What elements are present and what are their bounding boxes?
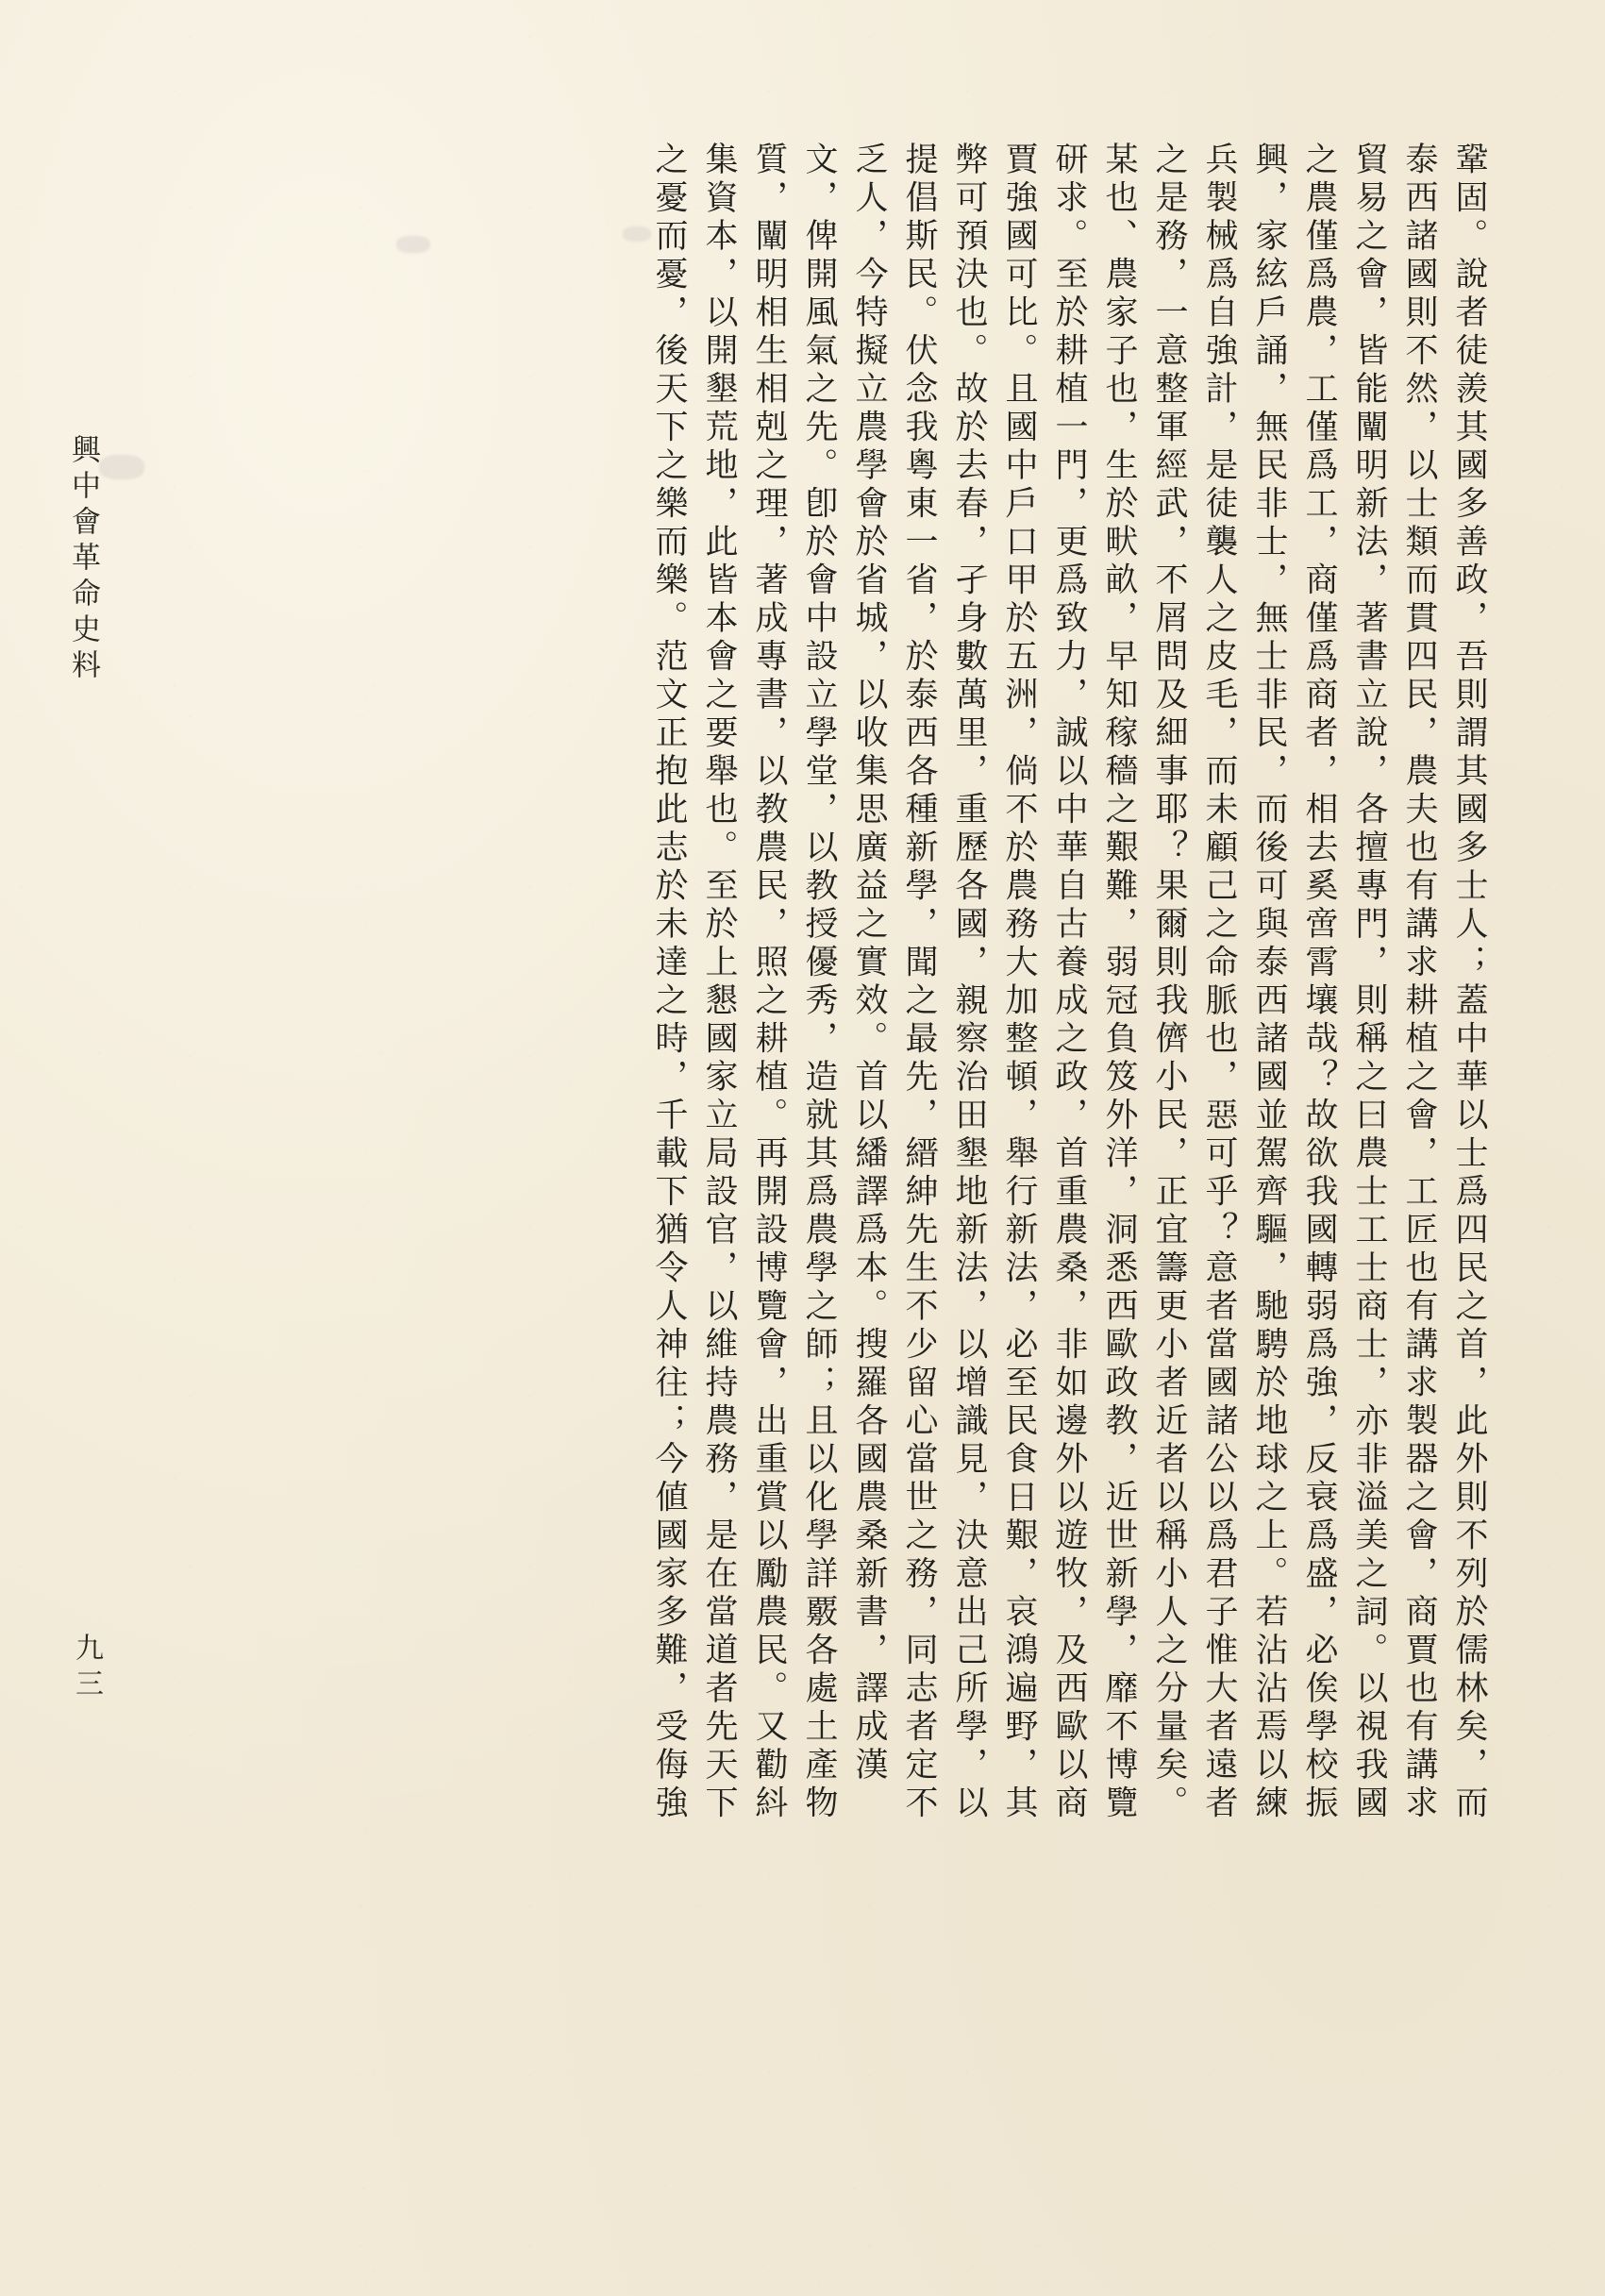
text-column: 集資本，以開墾荒地，此皆本會之要舉也。至於上懇國家立局設官，以維持農務，是在當道者先天下	[700, 142, 738, 1823]
text-column: 鞏固。說者徒羨其國多善政，吾則謂其國多士人；蓋中華以士爲四民之首，此外則不列於儒林矣，而	[1450, 142, 1488, 1823]
text-column: 兵製械爲自強計，是徒襲人之皮毛，而未顧己之命脈也，惡可乎？意者當國諸公以爲君子惟大者遠者	[1200, 142, 1238, 1823]
text-column: 之是務，一意整軍經武，不屑問及細事耶？果爾則我儕小民，正宜籌更小者近者以稱小人之分量矣。	[1150, 142, 1188, 1823]
running-head: 興中會革命史料	[66, 434, 100, 685]
text-column: 泰西諸國則不然，以士類而貫四民，農夫也有講求耕植之會，工匠也有講求製器之會，商賈也有講求	[1400, 142, 1438, 1823]
text-column: 弊可預決也。故於去春，孑身數萬里，重歷各國，親察治田墾地新法，以增識見，決意出己所學，以	[950, 142, 988, 1823]
text-column: 質，闡明相生相剋之理，著成專書，以教農民，照之耕植。再開設博覽會，出重賞以勵農民。又勸紏	[750, 142, 788, 1823]
text-column: 乏人，今特擬立農學會於省城，以收集思廣益之實效。首以繙譯爲本。搜羅各國農桑新書，譯成漢	[850, 142, 888, 1785]
page-number: 九三	[70, 1633, 103, 1704]
text-column: 提倡斯民。伏念我粵東一省，於泰西各種新學，聞之最先，縉紳先生不少留心當世之務，同志者定不	[900, 142, 938, 1823]
text-column: 之農僅爲農，工僅爲工，商僅爲商者，相去奚啻霄壤哉？故欲我國轉弱爲強，反衰爲盛，必俟學校振	[1300, 142, 1338, 1823]
text-column: 某也、農家子也，生於畎畝，早知稼穡之艱難，弱冠負笈外洋，洞悉西歐政教，近世新學，靡不博覽	[1100, 142, 1138, 1823]
text-column: 之憂而憂，後天下之樂而樂。范文正抱此志於未達之時，千載下猶令人神往；今値國家多難，受侮強	[650, 142, 688, 1823]
text-column: 賈強國可比。且國中戶口甲於五洲，倘不於農務大加整頓，舉行新法，必至民食日艱，哀鴻遍野，其	[1000, 142, 1038, 1823]
text-column: 貿易之會，皆能闡明新法，著書立說，各擅專門，則稱之曰農士工士商士，亦非溢美之詞。以視我國	[1350, 142, 1388, 1823]
body-text-block	[123, 142, 1494, 1823]
text-column: 興，家絃戶誦，無民非士，無士非民，而後可與泰西諸國並駕齊驅，馳騁於地球之上。若沾沾焉以練	[1250, 142, 1288, 1823]
text-column: 研求。至於耕植一門，更爲致力，誠以中華自古養成之政，首重農桑，非如邊外以遊牧，及西歐以商	[1050, 142, 1088, 1823]
text-column: 文，俾開風氣之先。卽於會中設立學堂，以教授優秀，造就其爲農學之師；且以化學詳覈各處土產物	[800, 142, 838, 1823]
